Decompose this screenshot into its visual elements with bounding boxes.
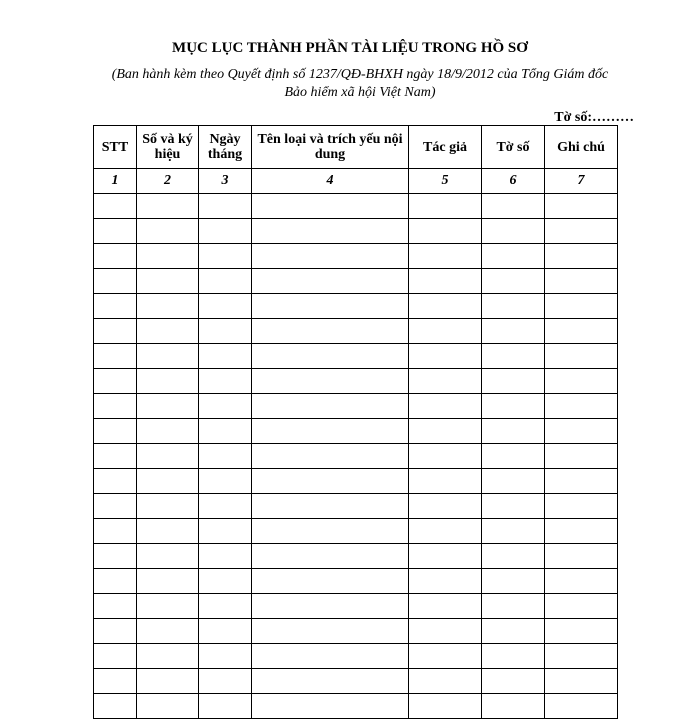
table-cell <box>545 294 618 319</box>
column-number: 4 <box>252 169 409 194</box>
table-cell <box>545 269 618 294</box>
table-cell <box>545 394 618 419</box>
table-cell <box>94 569 137 594</box>
table-cell <box>482 669 545 694</box>
table-cell <box>482 369 545 394</box>
table-cell <box>94 444 137 469</box>
table-cell <box>252 494 409 519</box>
table-cell <box>409 319 482 344</box>
table-cell <box>482 419 545 444</box>
table-cell <box>199 644 252 669</box>
table-cell <box>409 369 482 394</box>
table-cell <box>199 469 252 494</box>
table-cell <box>545 694 618 719</box>
table-row <box>94 594 618 619</box>
table-cell <box>409 344 482 369</box>
table-row <box>94 194 618 219</box>
header-author: Tác giả <box>409 126 482 169</box>
table-cell <box>137 269 199 294</box>
table-cell <box>252 219 409 244</box>
table-cell <box>252 419 409 444</box>
table-row <box>94 219 618 244</box>
column-number: 7 <box>545 169 618 194</box>
table-cell <box>199 219 252 244</box>
table-cell <box>94 669 137 694</box>
contents-table <box>93 125 618 719</box>
table-cell <box>199 319 252 344</box>
column-number: 1 <box>94 169 137 194</box>
table-cell <box>482 619 545 644</box>
header-number-and-code: Số và ký hiệu <box>137 126 199 169</box>
table-cell <box>482 644 545 669</box>
table-cell <box>199 344 252 369</box>
table-cell <box>409 444 482 469</box>
table-cell <box>252 394 409 419</box>
table-cell <box>409 619 482 644</box>
table-cell <box>94 469 137 494</box>
table-row <box>94 669 618 694</box>
table-cell <box>545 669 618 694</box>
table-cell <box>94 419 137 444</box>
table-cell <box>199 669 252 694</box>
table-cell <box>252 594 409 619</box>
table-cell <box>137 594 199 619</box>
table-cell <box>545 519 618 544</box>
table-cell <box>252 319 409 344</box>
table-cell <box>252 294 409 319</box>
table-cell <box>94 594 137 619</box>
table-cell <box>94 219 137 244</box>
column-number: 2 <box>137 169 199 194</box>
table-cell <box>409 469 482 494</box>
table-cell <box>252 644 409 669</box>
table-cell <box>545 344 618 369</box>
table-cell <box>252 469 409 494</box>
table-row <box>94 694 618 719</box>
table-cell <box>94 519 137 544</box>
table-cell <box>137 694 199 719</box>
table-cell <box>252 544 409 569</box>
table-cell <box>482 244 545 269</box>
column-number: 6 <box>482 169 545 194</box>
document-subtitle: (Ban hành kèm theo Quyết định số 1237/QĐ-BHXH ngày 18/9/2012 của Tổng Giám đốc Bảo hiểm xã hội Việt Nam) <box>111 67 609 100</box>
table-cell <box>137 669 199 694</box>
table-cell <box>482 394 545 419</box>
header-notes: Ghi chú <box>545 126 618 169</box>
table-cell <box>409 694 482 719</box>
sheet-number: Tờ số:……… <box>554 110 634 125</box>
table-cell <box>409 194 482 219</box>
table-cell <box>199 519 252 544</box>
table-cell <box>137 344 199 369</box>
table-cell <box>252 269 409 294</box>
table-cell <box>94 319 137 344</box>
table-cell <box>252 669 409 694</box>
table-cell <box>252 519 409 544</box>
table-cell <box>482 269 545 294</box>
table-cell <box>545 194 618 219</box>
table-cell <box>137 369 199 394</box>
table-cell <box>482 544 545 569</box>
table-cell <box>94 194 137 219</box>
table-cell <box>545 319 618 344</box>
column-number: 5 <box>409 169 482 194</box>
table-row <box>94 644 618 669</box>
table-cell <box>482 569 545 594</box>
table-cell <box>482 194 545 219</box>
table-cell <box>199 194 252 219</box>
table-cell <box>252 194 409 219</box>
table-cell <box>409 569 482 594</box>
table-cell <box>409 394 482 419</box>
table-cell <box>482 594 545 619</box>
table-cell <box>137 244 199 269</box>
table-cell <box>409 244 482 269</box>
table-cell <box>137 219 199 244</box>
table-cell <box>545 494 618 519</box>
table-cell <box>409 594 482 619</box>
table-cell <box>94 394 137 419</box>
header-sheet-number: Tờ số <box>482 126 545 169</box>
table-cell <box>137 519 199 544</box>
table-cell <box>199 594 252 619</box>
table-cell <box>137 569 199 594</box>
header-date: Ngày tháng <box>199 126 252 169</box>
table-cell <box>545 219 618 244</box>
table-cell <box>94 644 137 669</box>
column-number-row <box>94 169 618 194</box>
table-cell <box>409 494 482 519</box>
table-cell <box>545 444 618 469</box>
table-cell <box>94 344 137 369</box>
table-cell <box>137 394 199 419</box>
table-cell <box>94 494 137 519</box>
table-row <box>94 394 618 419</box>
table-cell <box>94 294 137 319</box>
table-cell <box>199 619 252 644</box>
table-cell <box>409 669 482 694</box>
table-cell <box>252 244 409 269</box>
table-cell <box>545 419 618 444</box>
table-cell <box>409 644 482 669</box>
table-row <box>94 269 618 294</box>
table-cell <box>545 594 618 619</box>
table-cell <box>252 369 409 394</box>
table-cell <box>137 469 199 494</box>
table-cell <box>252 619 409 644</box>
table-cell <box>94 694 137 719</box>
table-cell <box>409 544 482 569</box>
table-cell <box>545 469 618 494</box>
table-cell <box>137 544 199 569</box>
table-cell <box>199 269 252 294</box>
table-cell <box>137 294 199 319</box>
table-cell <box>482 344 545 369</box>
table-row <box>94 294 618 319</box>
table-row <box>94 519 618 544</box>
table-row <box>94 544 618 569</box>
header-stt: STT <box>94 126 137 169</box>
table-cell <box>199 544 252 569</box>
table-cell <box>94 369 137 394</box>
header-row <box>94 126 618 169</box>
table-cell <box>137 319 199 344</box>
table-cell <box>482 494 545 519</box>
table-cell <box>94 619 137 644</box>
table-row <box>94 344 618 369</box>
table-cell <box>199 694 252 719</box>
table-cell <box>137 644 199 669</box>
table-row <box>94 444 618 469</box>
table-row <box>94 369 618 394</box>
table-cell <box>545 244 618 269</box>
table-cell <box>199 419 252 444</box>
table-row <box>94 619 618 644</box>
table-cell <box>252 444 409 469</box>
table-cell <box>137 419 199 444</box>
table-cell <box>409 294 482 319</box>
table-cell <box>199 494 252 519</box>
table-cell <box>409 419 482 444</box>
table-cell <box>94 544 137 569</box>
table-cell <box>409 269 482 294</box>
table-row <box>94 494 618 519</box>
table-cell <box>482 319 545 344</box>
table-cell <box>199 369 252 394</box>
table-cell <box>199 294 252 319</box>
table-cell <box>482 219 545 244</box>
header-document-type-summary: Tên loại và trích yếu nội dung <box>252 126 409 169</box>
table-cell <box>409 219 482 244</box>
table-cell <box>137 619 199 644</box>
table-row <box>94 244 618 269</box>
table-cell <box>94 244 137 269</box>
table-cell <box>252 344 409 369</box>
table-row <box>94 319 618 344</box>
table-cell <box>252 569 409 594</box>
table-cell <box>252 694 409 719</box>
table-row <box>94 469 618 494</box>
table-cell <box>199 444 252 469</box>
table-cell <box>545 369 618 394</box>
table-row <box>94 569 618 594</box>
column-number: 3 <box>199 169 252 194</box>
table-cell <box>545 569 618 594</box>
table-cell <box>482 444 545 469</box>
table-cell <box>545 544 618 569</box>
table-cell <box>199 244 252 269</box>
table-cell <box>199 569 252 594</box>
table-row <box>94 419 618 444</box>
table-cell <box>137 444 199 469</box>
table-cell <box>482 519 545 544</box>
table-cell <box>409 519 482 544</box>
table-cell <box>482 469 545 494</box>
table-cell <box>199 394 252 419</box>
table-cell <box>482 294 545 319</box>
table-cell <box>482 694 545 719</box>
table-cell <box>545 619 618 644</box>
table-cell <box>137 494 199 519</box>
table-cell <box>137 194 199 219</box>
document-title: MỤC LỤC THÀNH PHẦN TÀI LIỆU TRONG HỒ SƠ <box>172 40 528 56</box>
table-cell <box>94 269 137 294</box>
table-cell <box>545 644 618 669</box>
